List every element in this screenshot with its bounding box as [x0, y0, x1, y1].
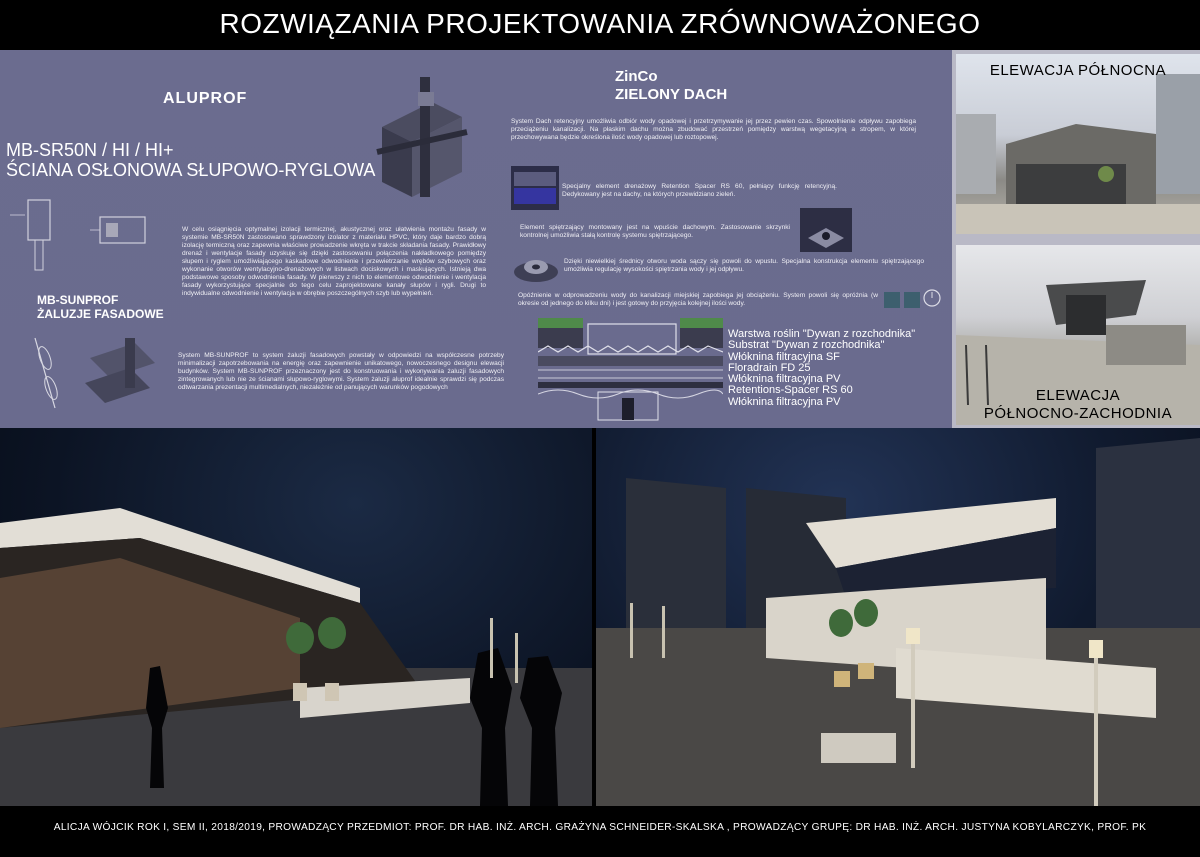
roof-layers-list	[728, 329, 915, 408]
roof-layer: Włóknina filtracyjna SF	[728, 350, 840, 363]
footer-credits: ALICJA WÓJCIK ROK I, SEM II, 2018/2019, PROWADZĄCY PRZEDMIOT: PROF. DR HAB. INŻ. ARCH. GRAŻYNA SCHNEIDER-SKALSKA , PROWADZĄCY GRUPĘ: DR HAB. INŻ. ARCH. JUSTYNA KOBYLARCZYK, PROF. PK	[53, 822, 1147, 833]
night-render-left	[0, 428, 592, 806]
retention-spacer-illustration	[511, 166, 559, 210]
curtain-wall-illustration	[372, 72, 472, 202]
curtain-wall-description: W celu osiągnięcia optymalnej izolacji termicznej, akustycznej oraz ułatwienia montażu fasady w systemie MB-SR50N zastosowano sprawdzony izolator z materiału HPVC, który daje bardzo dobrą izolację termiczną oraz zapewnia właściwe prowadzenie wkręta w trakcie składania fasady. Prawidłowy drenaż i wentylacje fasady uzyskuje się dzięki zastosowaniu połączenia nakładkowego pomiędzy słupem i ryglem umożliwiającego kaskadowe odwodnienie i przewietrzanie wrębów szybowych oraz wykonanie otworów wentylacyjno-drenażowych w listwach dociskowych i maskujących. Istnieją dwa podstawowe sposoby odwodnienia fasady. W pierwszy z nich to elementowe odwodnienie i wentylacja fasady wykorzystujące specjalnie do tego celu zaprojektowane kanały słupów i rygli. Drugi to indywidualne odwodnienie i wentylacja w obrębie poszczególnych szyb lub wypełnień.	[182, 226, 486, 297]
roof-layer: Substrat "Dywan z rozchodnika"	[728, 339, 885, 352]
curtain-wall-heading	[6, 140, 375, 180]
northwest-elevation-label	[956, 387, 1200, 423]
opening-text: Dzięki niewielkiej średnicy otworu woda sączy się powoli do wpustu. Specjalna konstrukcja elementu spiętrzającego umożliwia regulację wysokości spiętrzania wody i jej odpływu.	[564, 258, 924, 273]
roof-layer: Włóknina filtracyjna PV	[728, 395, 841, 408]
sunprof-heading	[37, 293, 164, 321]
curtain-wall-type: ŚCIANA OSŁONOWA SŁUPOWO-RYGLOWA	[6, 160, 376, 180]
north-elevation-image	[956, 54, 1200, 234]
sunprof-description: System MB-SUNPROF to system żaluzji fasadowych powstały w odpowiedzi na współczesne potrzeby minimalizacji zapotrzebowania na energię oraz zapewnienie unikatowego, nowoczesnego designu elewacji budynków. System MB-SUNPROF przeznaczony jest do konstruowania i wykonywania żaluzji fasadowych zintegrowanych lub nie ze ścianami słupowo-ryglowymi. System żaluzji aluprof idealnie sprawdzi się podczas odtwarzania prezentacji multimedialnych, niezależnie od panujących warunków pogodowych	[178, 352, 504, 391]
louver-illustration	[15, 328, 170, 418]
green-roof-section	[538, 312, 723, 424]
sunprof-system-name: MB-SUNPROF	[37, 293, 119, 307]
roof-layer: Włóknina filtracyjna PV	[728, 373, 841, 386]
curtain-wall-system-name: MB-SR50N / HI / HI+	[6, 140, 174, 160]
drain-element-illustration	[512, 250, 560, 284]
profile-section-drawings	[10, 195, 170, 275]
zinco-heading	[615, 68, 727, 104]
zinco-brand: ZinCo	[615, 68, 658, 85]
damming-element-text: Element spiętrzający montowany jest na wpuście dachowym. Zastosowanie skrzynki kontrolnej umożliwia stałą kontrolę systemu spiętrzającego.	[520, 224, 790, 239]
northwest-elevation-label-line2: PÓŁNOCNO-ZACHODNIA	[983, 405, 1173, 422]
roof-layer: Retentions-Spacer RS 60	[728, 384, 853, 397]
northwest-elevation-label-line1: ELEWACJA	[1035, 387, 1121, 404]
retention-roof-intro: System Dach retencyjny umożliwia odbiór wody opadowej i przetrzymywanie jej przez pewien czas. Spowolnienie odpływu zapobiega przeciążeniu kanalizacji. Na płaskim dachu można zbudować przestrzeń pomiędzy warstwą wegetacyjną a stropem, w której przechowywana będzie określona ilość wody opadowej lub roztopowej.	[511, 118, 916, 141]
aluprof-heading: ALUPROF	[163, 90, 248, 107]
zinco-green-roof: ZIELONY DACH	[615, 86, 728, 103]
north-elevation-label: ELEWACJA PÓŁNOCNA	[989, 62, 1167, 79]
roof-layer: Warstwa roślin "Dywan z rozchodnika"	[728, 328, 916, 340]
page-title: ROZWIĄZANIA PROJEKTOWANIA ZRÓWNOWAŻONEGO	[219, 8, 981, 39]
water-level-icons	[882, 288, 942, 310]
night-render-right	[596, 428, 1200, 806]
control-box-illustration	[800, 208, 852, 252]
delay-text: Opóźnienie w odprowadzeniu wody do kanalizacji miejskiej zapobiega jej obciążeniu. System powoli się opróżnia (w okresie od jednego do kilku dni) i jest gotowy do przyjęcia kolejnej ilości wody.	[518, 292, 878, 307]
roof-layer: Floradrain FD 25	[728, 361, 811, 374]
retention-spacer-text: Specjalny element drenażowy Retention Spacer RS 60, pełniący funkcję retencyjną. Dedykowany jest na dachy, na których przewidziano zieleń.	[562, 183, 837, 198]
sunprof-type: ŻALUZJE FASADOWE	[37, 307, 164, 321]
